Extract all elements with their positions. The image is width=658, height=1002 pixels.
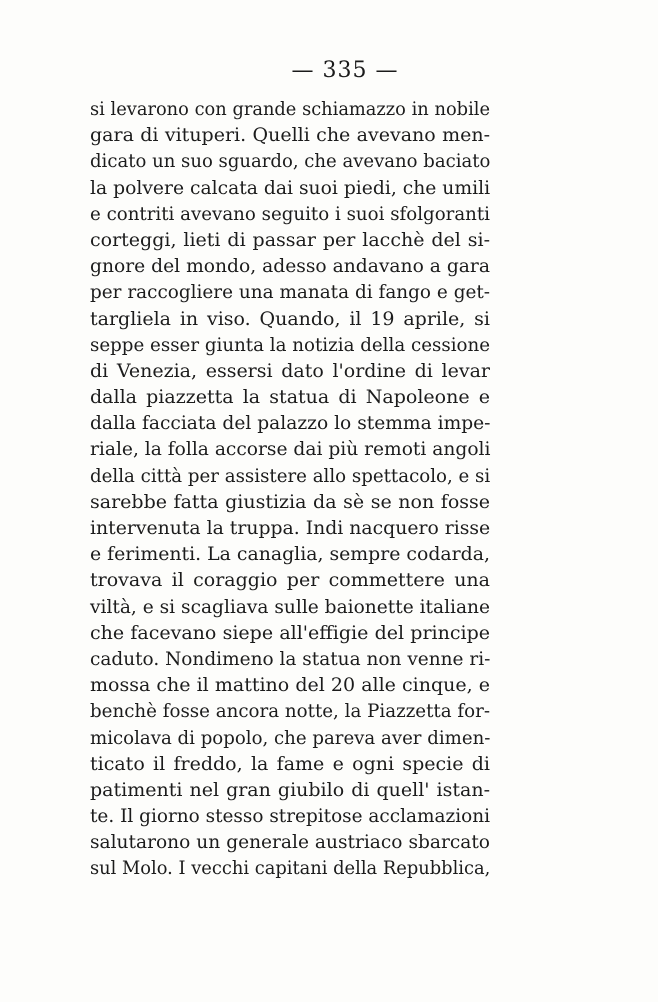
body-text — [90, 96, 490, 882]
text-line: dalla facciata del palazzo lo stemma impe- — [90, 412, 491, 435]
text-line: salutarono un generale austriaco sbarcato — [90, 831, 490, 854]
text-line: intervenuta la truppa. Indi nacquero risse — [90, 517, 491, 539]
text-line: micolava di popolo, che pareva aver dimen- — [90, 726, 491, 749]
text-line: e contriti avevano seguito i suoi sfolgoranti — [90, 202, 490, 225]
text-line: che facevano siepe all'effigie del principe — [90, 621, 490, 644]
text-line: riale, la folla accorse dai più remoti angoli — [90, 438, 491, 461]
text-line: di Venezia, essersi dato l'ordine di levar — [90, 359, 490, 382]
text-line: la polvere calcata dai suoi piedi, che umili — [90, 176, 491, 199]
text-line: te. Il giorno stesso strepitose acclamazioni — [90, 805, 490, 828]
text-line: caduto. Nondimeno la statua non venne ri- — [90, 647, 491, 670]
text-line: corteggi, lieti di passar per lacchè del si- — [90, 228, 490, 251]
text-line: sarebbe fatta giustizia da sè se non fosse — [90, 490, 490, 513]
text-line: dicato un suo sguardo, che avevano baciato — [90, 150, 491, 173]
text-line: viltà, e si scagliava sulle baionette italiane — [90, 595, 491, 618]
text-line: della città per assistere allo spettacolo, e si — [90, 464, 491, 487]
text-line: dalla piazzetta la statua di Napoleone e — [90, 386, 490, 409]
text-line: per raccogliere una manata di fango e get- — [90, 281, 490, 304]
text-line: targliela in viso. Quando, il 19 aprile, si — [90, 307, 490, 330]
text-line: mossa che il mattino del 20 alle cinque, e — [90, 674, 490, 697]
text-line: si levarono con grande schiamazzo in nobile — [90, 98, 490, 120]
text-line: trovava il coraggio per commettere una — [90, 569, 490, 592]
text-line: seppe esser giunta la notizia della cessione — [90, 333, 491, 356]
text-line: patimenti nel gran giubilo di quell' istan- — [90, 778, 490, 801]
text-line: sul Molo. I vecchi capitani della Repubblica, — [90, 857, 491, 880]
page-number: — 335 — — [291, 58, 399, 83]
text-line: e ferimenti. La canaglia, sempre codarda, — [90, 543, 490, 566]
text-line: gnore del mondo, adesso andavano a gara — [90, 255, 490, 278]
text-line: benchè fosse ancora notte, la Piazzetta for- — [90, 700, 490, 723]
text-line: ticato il freddo, la fame e ogni specie di — [90, 752, 490, 775]
text-line: gara di vituperi. Quelli che avevano men- — [90, 124, 490, 147]
